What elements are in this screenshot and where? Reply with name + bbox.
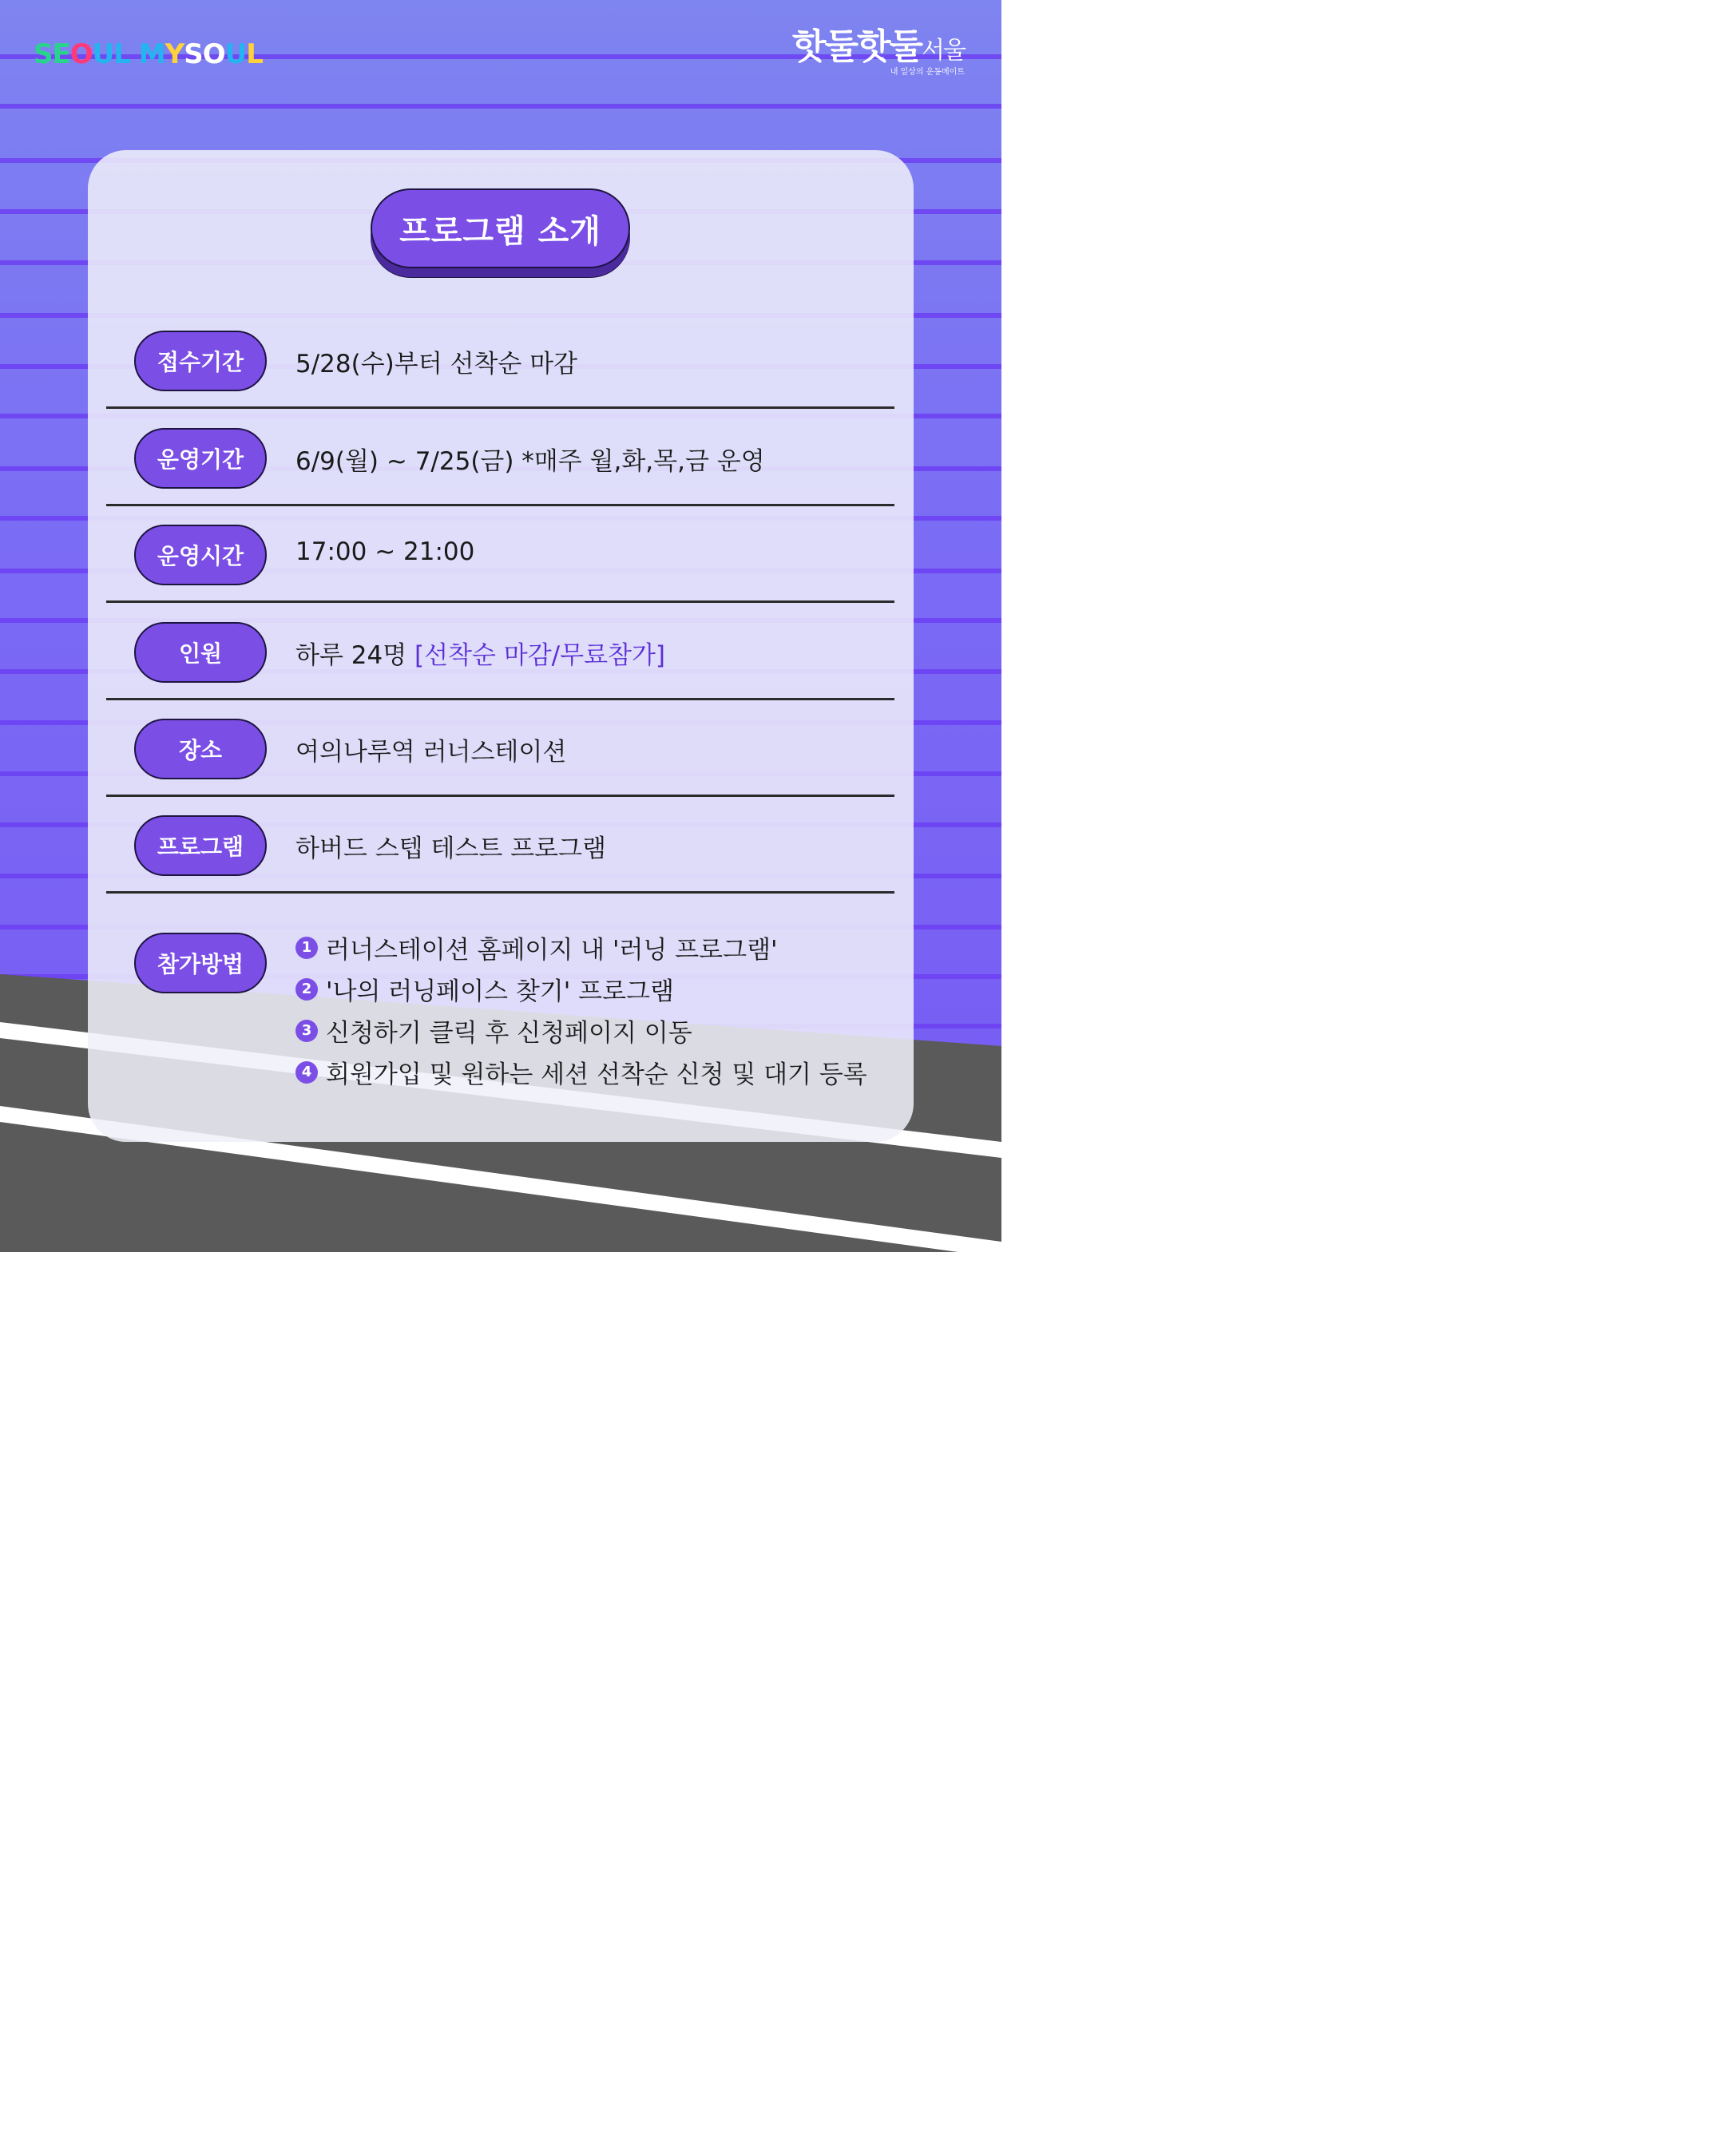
row-label-operation-period: 운영기간: [134, 428, 267, 489]
step-number-badge: 2: [295, 978, 318, 1001]
step-text: 회원가입 및 원하는 세션 선착순 신청 및 대기 등록: [326, 1060, 867, 1089]
step-number-badge: 1: [295, 937, 318, 959]
capacity-text: 하루 24명: [295, 641, 414, 670]
row-label-location: 장소: [134, 719, 267, 779]
row-label-program: 프로그램: [134, 815, 267, 876]
row-value-operation-period: 6/9(월) ~ 7/25(금) *매주 월,화,목,금 운영: [295, 447, 765, 476]
logo-main-text: 핫둘핫둘: [792, 26, 922, 67]
capacity-highlight: [선착순 마감/무료참가]: [414, 641, 665, 670]
step-text: 러너스테이션 홈페이지 내 '러닝 프로그램': [326, 936, 778, 965]
step-number-badge: 4: [295, 1061, 318, 1084]
divider: [106, 504, 894, 506]
hotdul-seoul-logo: [792, 27, 965, 77]
step-item: [295, 971, 674, 1007]
step-text: '나의 러닝페이스 찾기' 프로그램: [326, 977, 674, 1006]
logo-tagline: 내 일상의 운동메이트: [890, 68, 965, 77]
divider: [106, 406, 894, 409]
step-text: 신청하기 클릭 후 신청페이지 이동: [326, 1019, 692, 1048]
logo-sub-text: 서울: [922, 37, 965, 65]
divider: [106, 698, 894, 700]
poster: [0, 0, 1001, 1252]
row-value-capacity: [295, 635, 665, 671]
step-item: [295, 929, 778, 965]
step-item: [295, 1013, 692, 1048]
row-value-location: 여의나루역 러너스테이션: [295, 738, 567, 767]
page-title: 프로그램 소개: [371, 188, 630, 268]
row-label-capacity: 인원: [134, 622, 267, 683]
row-label-how-to-join: 참가방법: [134, 933, 267, 993]
row-value-application-period: 5/28(수)부터 선착순 마감: [295, 350, 578, 378]
divider: [106, 891, 894, 894]
row-label-application-period: 접수기간: [134, 331, 267, 391]
step-item: [295, 1054, 867, 1090]
row-value-program: 하버드 스텝 테스트 프로그램: [295, 834, 606, 863]
row-value-operation-time: 17:00 ~ 21:00: [295, 537, 475, 566]
divider: [106, 795, 894, 797]
row-label-operation-time: 운영시간: [134, 525, 267, 585]
seoul-my-soul-logo: SEOUL MYSOUL: [34, 38, 263, 70]
divider: [106, 600, 894, 603]
step-number-badge: 3: [295, 1020, 318, 1042]
